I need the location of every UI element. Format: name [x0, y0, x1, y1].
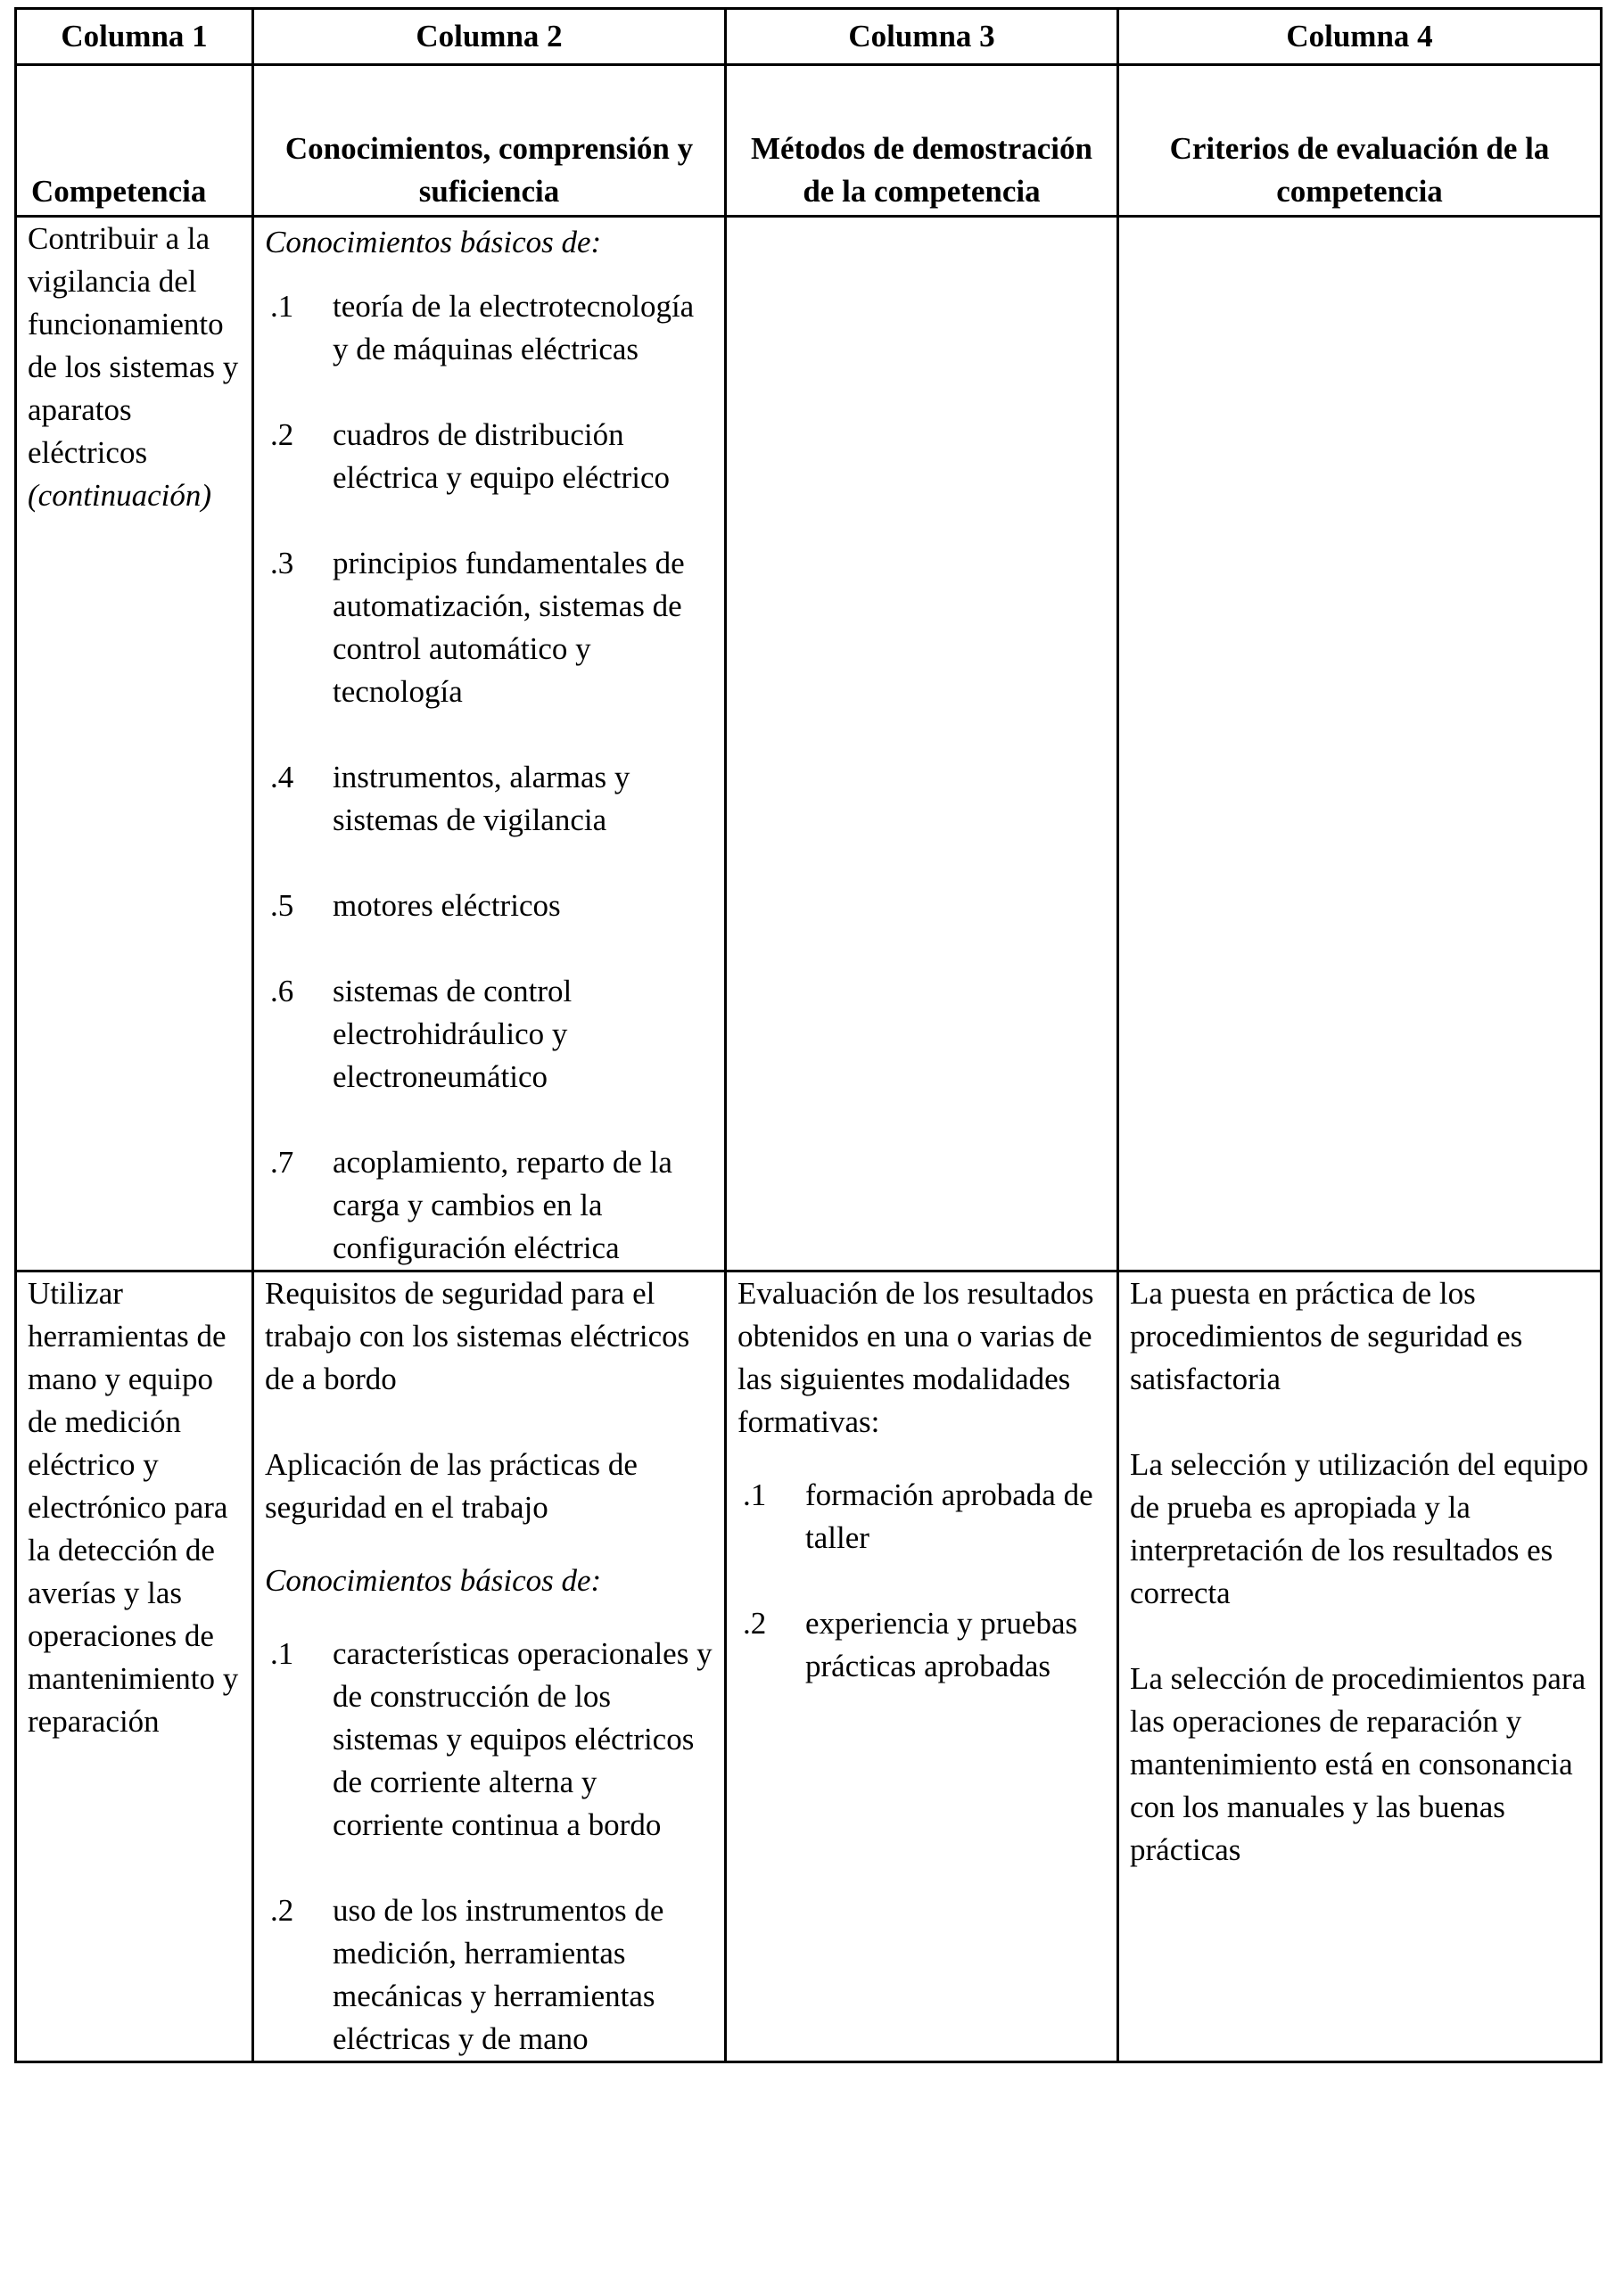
column-number-3: Columna 3 — [726, 9, 1118, 65]
item-text: uso de los instrumentos de medición, herramientas mecánicas y herramientas eléctricas y de mano — [333, 1893, 664, 2056]
continuation-note: (continuación) — [28, 478, 212, 513]
list-item — [265, 885, 713, 927]
knowledge-paragraph: Aplicación de las prácticas de seguridad en el trabajo — [265, 1447, 638, 1525]
knowledge-cell — [253, 1271, 726, 2062]
competence-text: Utilizar herramientas de mano y equipo de medición eléctrico y electrónico para la detección de averías y las operaciones de mantenimiento y reparación — [28, 1276, 239, 1739]
criteria-list — [1130, 1272, 1589, 1872]
list-item — [265, 285, 713, 371]
criteria-cell — [1118, 217, 1602, 1271]
list-item — [265, 1889, 713, 2061]
item-text: experiencia y pruebas prácticas aprobadas — [805, 1606, 1078, 1683]
methods-cell — [726, 1271, 1118, 2062]
column-header-row — [16, 65, 1602, 217]
item-number: .1 — [743, 1477, 767, 1512]
item-text: teoría de la electrotecnología y de máquinas eléctricas — [333, 289, 695, 366]
criteria-paragraph: La selección y utilización del equipo de prueba es apropiada y la interpretación de los resultados es correcta — [1130, 1447, 1589, 1610]
competence-text: Contribuir a la vigilancia del funcionamiento de los sistemas y aparatos eléctricos — [28, 221, 239, 470]
list-item — [265, 970, 713, 1099]
knowledge-intro: Conocimientos básicos de: — [265, 1563, 602, 1598]
header-criteria: Criterios de evaluación de la competencia — [1118, 65, 1602, 217]
item-text: instrumentos, alarmas y sistemas de vigilancia — [333, 760, 630, 837]
competence-cell — [16, 1271, 253, 2062]
item-number: .2 — [270, 417, 294, 452]
list-item — [265, 1633, 713, 1847]
table-row — [16, 217, 1602, 1271]
column-number-row — [16, 9, 1602, 65]
criteria-cell — [1118, 1271, 1602, 2062]
item-number: .1 — [270, 1636, 294, 1671]
header-knowledge: Conocimientos, comprensión y suficiencia — [253, 65, 726, 217]
item-number: .4 — [270, 760, 294, 794]
competence-cell — [16, 217, 253, 1271]
item-number: .3 — [270, 546, 294, 580]
item-text: sistemas de control electrohidráulico y electroneumático — [333, 974, 573, 1094]
list-item — [265, 756, 713, 842]
item-number: .2 — [270, 1893, 294, 1928]
table-row — [16, 1271, 1602, 2062]
knowledge-intro: Conocimientos básicos de: — [265, 225, 602, 259]
item-number: .6 — [270, 974, 294, 1008]
item-number: .5 — [270, 888, 294, 923]
column-number-1: Columna 1 — [16, 9, 253, 65]
item-number: .2 — [743, 1606, 767, 1641]
item-text: motores eléctricos — [333, 888, 561, 923]
list-item — [265, 542, 713, 713]
header-competence: Competencia — [16, 65, 253, 217]
item-text: formación aprobada de taller — [805, 1477, 1093, 1555]
item-number: .1 — [270, 289, 294, 324]
methods-cell — [726, 217, 1118, 1271]
list-item — [265, 1141, 713, 1270]
item-text: características operacionales y de construcción de los sistemas y equipos eléctricos de corriente alterna y corriente continua a bordo — [333, 1636, 713, 1842]
header-methods: Métodos de demostración de la competencia — [726, 65, 1118, 217]
column-number-4: Columna 4 — [1118, 9, 1602, 65]
item-text: cuadros de distribución eléctrica y equipo eléctrico — [333, 417, 670, 495]
methods-intro: Evaluación de los resultados obtenidos en una o varias de las siguientes modalidades formativas: — [737, 1276, 1094, 1439]
list-item — [737, 1474, 1106, 1559]
competence-table — [14, 7, 1603, 2063]
criteria-paragraph: La puesta en práctica de los procedimientos de seguridad es satisfactoria — [1130, 1276, 1523, 1396]
item-text: principios fundamentales de automatización, sistemas de control automático y tecnología — [333, 546, 685, 709]
knowledge-cell — [253, 217, 726, 1271]
knowledge-paragraph: Requisitos de seguridad para el trabajo con los sistemas eléctricos de a bordo — [265, 1276, 690, 1396]
list-item — [737, 1602, 1106, 1688]
item-text: acoplamiento, reparto de la carga y cambios en la configuración eléctrica — [333, 1145, 672, 1265]
item-number: .7 — [270, 1145, 294, 1180]
list-item — [265, 414, 713, 499]
knowledge-list — [265, 1633, 713, 2061]
column-number-2: Columna 2 — [253, 9, 726, 65]
criteria-paragraph: La selección de procedimientos para las operaciones de reparación y mantenimiento está en consonancia con los manuales y las buenas prácticas — [1130, 1661, 1586, 1867]
knowledge-list — [265, 285, 713, 1270]
methods-list — [737, 1474, 1106, 1688]
